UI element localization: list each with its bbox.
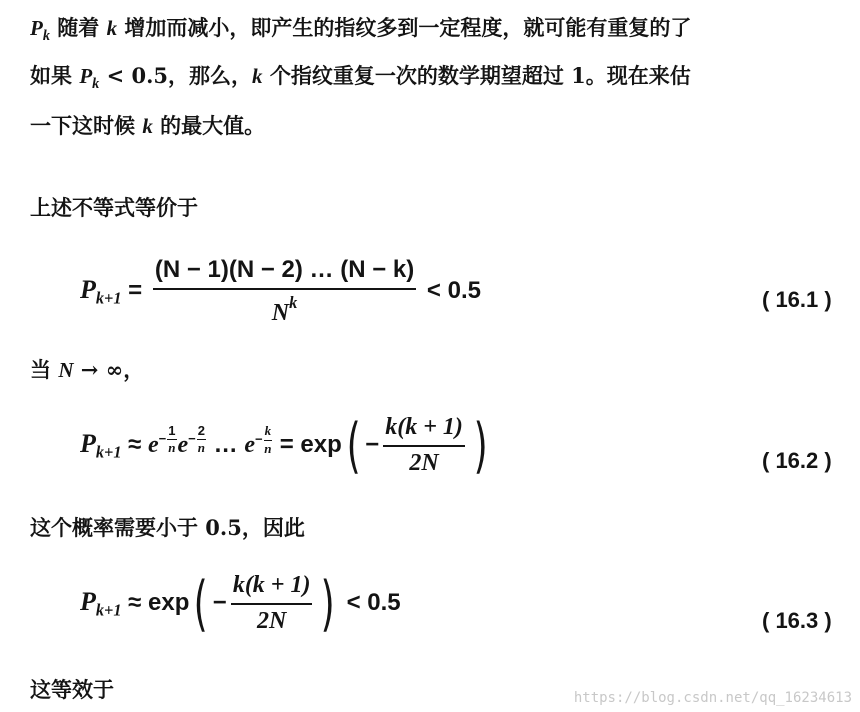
text: → ∞， — [73, 357, 145, 382]
eq2-exp3: − $\frac{k}{n}$ — [254, 422, 272, 456]
eq2-exp3-frac — [264, 423, 273, 457]
left-paren: ( — [346, 410, 361, 481]
paragraph-line-2 — [30, 62, 691, 98]
text: 如果 — [30, 63, 80, 88]
eq2-e1: e — [148, 431, 159, 458]
paragraph-line-3 — [30, 112, 265, 140]
eq2-numerator: k(k + 1) — [385, 414, 463, 440]
watermark: https://blog.csdn.net/qq_16234613 — [573, 690, 852, 706]
text: 增加而减小，即产生的指纹多到一定程度，就可能有重复的了 — [117, 15, 692, 40]
math-sub-k: k — [92, 75, 100, 92]
math-k: k — [142, 114, 153, 138]
math-P: P — [30, 16, 43, 40]
exp-den: n — [264, 440, 272, 456]
exp-den: n — [168, 440, 176, 456]
eq2-equals-exp: = exp — [279, 430, 342, 458]
eq3-fraction — [231, 572, 313, 635]
eq1-den-N: N — [271, 300, 290, 327]
eq3-lhs: P — [80, 586, 96, 616]
eq2-lhs: P — [80, 428, 96, 458]
eq1-lhs: P — [80, 274, 96, 304]
eq2-e2: e — [177, 431, 189, 458]
text: 当 — [30, 357, 59, 382]
eq2-fraction — [383, 414, 465, 477]
equation-16-3: $P_{k+1} \approx \exp$( − $\frac{k(k + 1)}{2N}$ ) < 0.5 — [80, 568, 401, 639]
equation-16-2: $P_{k+1} \approx e-$ $\frac{1}{n}$ e− $\frac{2}{n}$ … e− $\frac{k}{n}$ = exp( − $\frac{k(k + 1)}{2N}$ ) — [80, 410, 488, 481]
text: 一下这时候 — [30, 113, 143, 138]
eq1-den-sup: k — [289, 293, 298, 312]
eq2-approx: ≈ — [128, 430, 142, 458]
eq1-fraction — [153, 256, 416, 327]
right-paren: ) — [473, 410, 488, 481]
right-paren: ) — [321, 568, 336, 639]
eq3-denominator: 2N — [231, 603, 313, 635]
eq1-denominator — [153, 288, 416, 327]
eq1-lhs-sub: k+1 — [95, 288, 122, 308]
eq2-exp1-frac — [167, 423, 176, 456]
text: 随着 — [49, 15, 107, 40]
paragraph-line-1 — [30, 14, 691, 50]
math-N: N — [58, 358, 74, 382]
probability-less: 这个概率需要小于 0.5，因此 — [30, 515, 305, 540]
math-P: P — [79, 64, 93, 88]
eq1-rhs: < 0.5 — [426, 276, 481, 304]
text: 的最大值。 — [152, 113, 266, 138]
eq3-rhs: < 0.5 — [346, 588, 401, 616]
equation-tag-16-3: ( 16.3 ) — [762, 608, 832, 633]
eq2-e3: e — [244, 431, 255, 458]
math-k: k — [106, 16, 118, 40]
exp-num: 1 — [168, 423, 176, 439]
intro-inequality: 上述不等式等价于 — [30, 195, 198, 220]
exp-den: n — [197, 440, 205, 456]
text: 个指纹重复一次的数学期望超过 1。现在来估 — [262, 63, 691, 88]
eq2-lhs-sub: k+1 — [95, 442, 122, 462]
eq3-lhs-sub: k+1 — [95, 600, 122, 620]
math-k: k — [252, 64, 263, 88]
eq2-dots: … — [213, 430, 238, 458]
eq3-numerator: k(k + 1) — [232, 572, 311, 598]
eq3-approx-exp: ≈ exp — [128, 588, 190, 616]
eq1-equals: = — [128, 276, 143, 304]
eq2-exp2: − $\frac{2}{n}$ — [188, 423, 205, 456]
eq2-exp1: − $\frac{1}{n}$ — [158, 423, 176, 456]
equation-16-1 — [80, 256, 481, 327]
equation-tag-16-1: ( 16.1 ) — [762, 287, 832, 312]
equation-tag-16-2: ( 16.2 ) — [762, 448, 832, 473]
math-sub-k: k — [42, 27, 50, 44]
equivalent-text: 这等效于 — [30, 677, 114, 702]
eq2-denominator: 2N — [383, 445, 465, 477]
when-n-infinity — [30, 356, 144, 384]
exp-num: 2 — [197, 423, 205, 439]
left-paren: ( — [194, 568, 209, 639]
exp-num: k — [264, 422, 272, 438]
text: < 0.5，那么， — [99, 63, 253, 88]
eq2-exp2-frac — [197, 423, 206, 456]
eq1-numerator: (N − 1)(N − 2) … (N − k) — [154, 256, 415, 283]
